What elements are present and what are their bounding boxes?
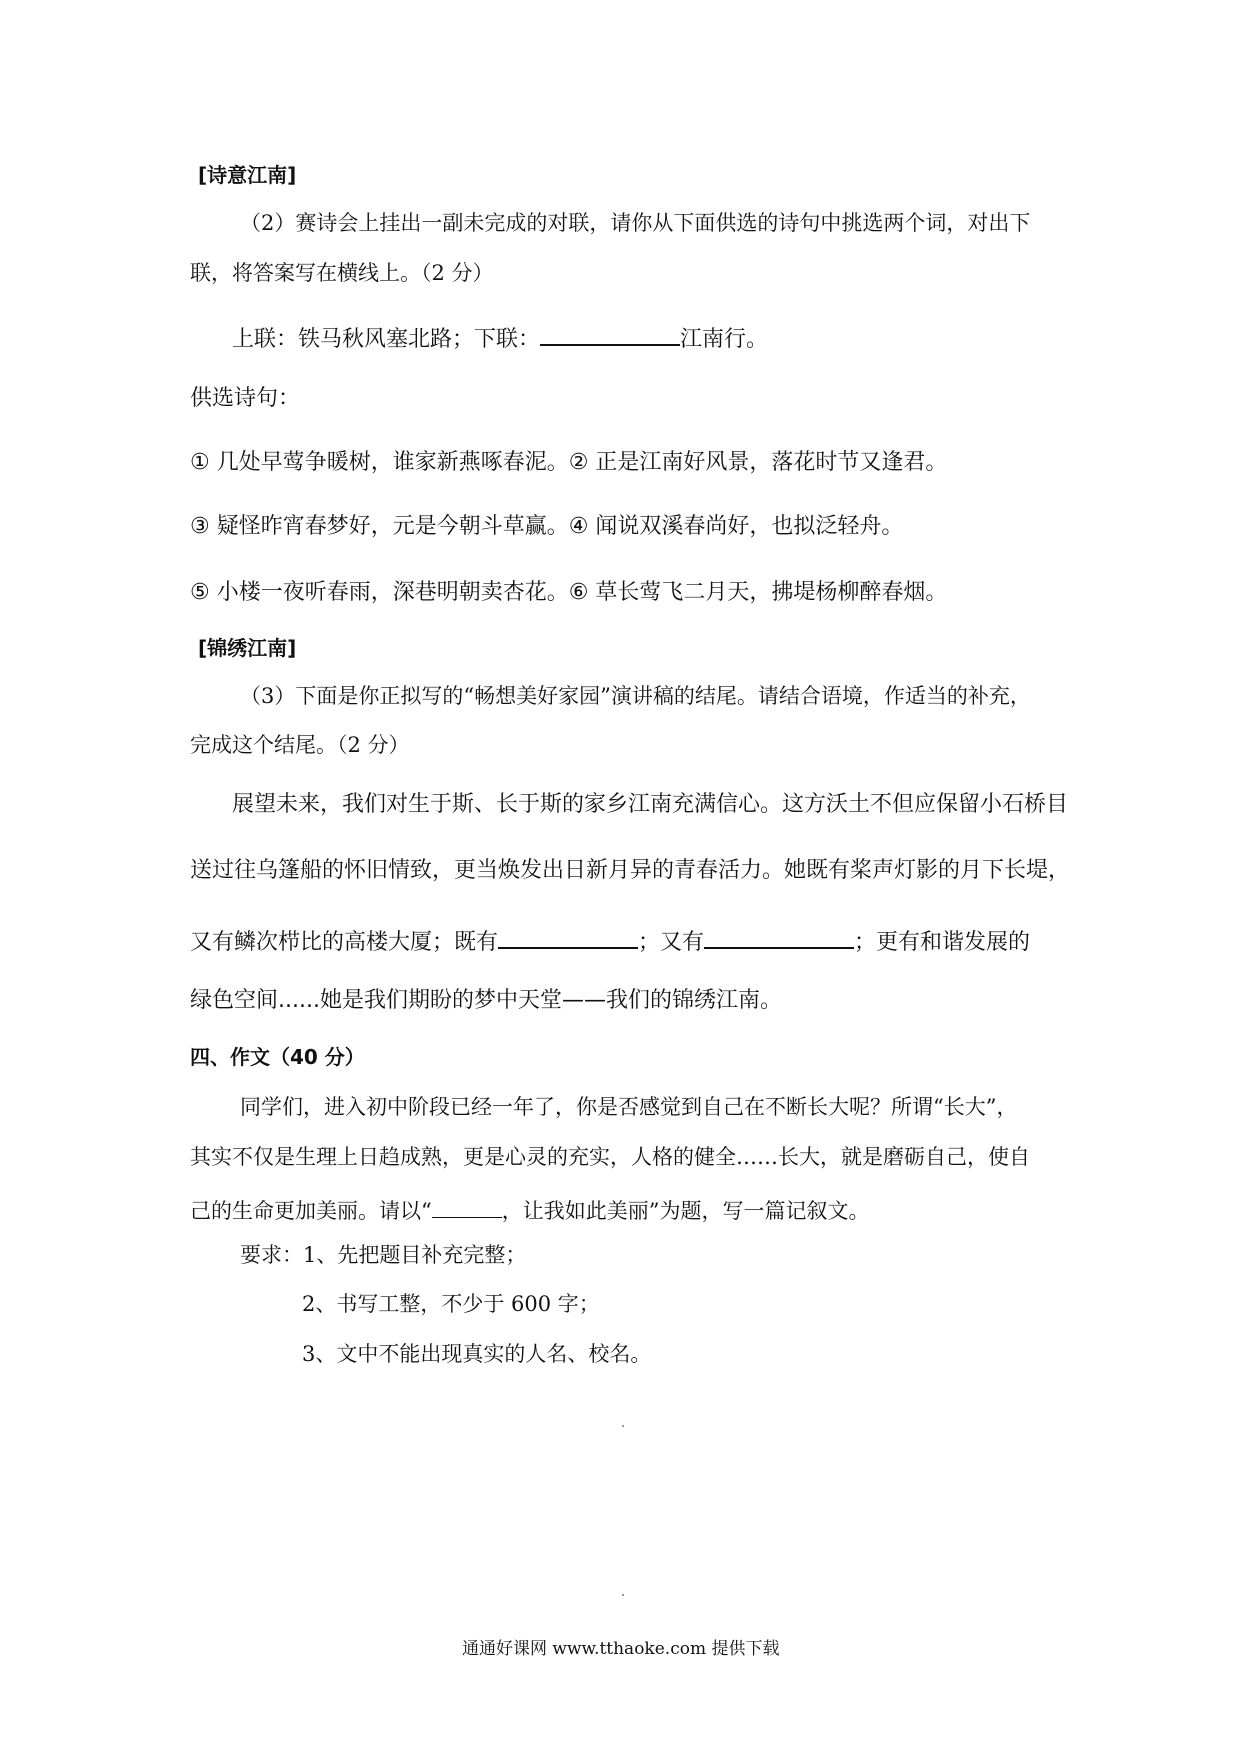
speech-paragraph-line-2: 送过往乌篷船的怀旧情致，更当焕发出日新月异的青春活力。她既有桨声灯影的月下长堤，: [190, 858, 1071, 883]
speech-answer-blank-2[interactable]: [704, 925, 854, 949]
speech-paragraph-line-1: 展望未来，我们对生于斯、长于斯的家乡江南充满信心。这方沃土不但应保留小石桥目: [232, 792, 1069, 817]
composition-heading: 四、作文（40 分）: [190, 1045, 365, 1069]
couplet-first-part: 上联：铁马秋风塞北路；下联：: [232, 327, 541, 352]
question-2-line-2: 联，将答案写在横线上。（2 分）: [190, 261, 494, 285]
speech-line-3-part-b: ；又有: [638, 930, 705, 955]
composition-line-3-part-a: 己的生命更加美丽。请以“: [190, 1199, 432, 1223]
option-line-2: ③ 疑怪昨宵春梦好，元是今朝斗草赢。④ 闻说双溪春尚好，也拟泛轻舟。: [190, 514, 904, 539]
option-line-1: ① 几处早莺争暖树，谁家新燕啄春泥。② 正是江南好风景，落花时节又逢君。: [190, 450, 948, 475]
couplet-answer-blank[interactable]: [540, 322, 680, 346]
requirement-3: 3、文中不能出现真实的人名、校名。: [302, 1342, 652, 1366]
couplet-line: [232, 322, 768, 351]
options-label: 供选诗句：: [190, 386, 301, 411]
question-2-line-1: （2）赛诗会上挂出一副未完成的对联，请你从下面供选的诗句中挑选两个词，对出下: [240, 211, 1031, 235]
composition-paragraph-line-1: 同学们，进入初中阶段已经一年了，你是否感觉到自己在不断长大呢？所谓“长大”，: [240, 1095, 1018, 1119]
requirement-2: 2、书写工整，不少于 600 字；: [302, 1292, 600, 1316]
title-answer-blank[interactable]: [432, 1196, 502, 1218]
requirement-1: 要求：1、先把题目补充完整；: [240, 1243, 527, 1267]
section-heading-brocade-jiangnan: [锦绣江南]: [198, 636, 297, 660]
scan-speck: [622, 1594, 624, 1596]
question-3-line-1: （3）下面是你正拟写的“畅想美好家园”演讲稿的结尾。请结合语境，作适当的补充，: [240, 684, 1031, 708]
speech-paragraph-line-4: 绿色空间......她是我们期盼的梦中天堂——我们的锦绣江南。: [190, 988, 782, 1013]
speech-line-3-part-a: 又有鳞次栉比的高楼大厦；既有: [190, 930, 499, 955]
footer-text: 通通好课网 www.tthaoke.com 提供下载: [462, 1639, 780, 1659]
option-line-3: ⑤ 小楼一夜听春雨，深巷明朝卖杏花。⑥ 草长莺飞二月天，拂堤杨柳醉春烟。: [190, 580, 948, 605]
composition-paragraph-line-3: [190, 1196, 869, 1222]
section-heading-poetic-jiangnan: [诗意江南]: [198, 163, 297, 187]
speech-paragraph-line-3: [190, 925, 1030, 954]
scan-speck: [622, 1425, 624, 1427]
speech-line-3-part-c: ；更有和谐发展的: [854, 930, 1031, 955]
speech-answer-blank-1[interactable]: [498, 925, 638, 949]
composition-line-3-part-b: ，让我如此美丽”为题，写一篇记叙文。: [501, 1199, 870, 1223]
couplet-second-part: 江南行。: [680, 327, 769, 352]
question-3-line-2: 完成这个结尾。（2 分）: [190, 733, 410, 757]
composition-paragraph-line-2: 其实不仅是生理上日趋成熟，更是心灵的充实，人格的健全……长大，就是磨砺自己，使自: [190, 1145, 1030, 1169]
